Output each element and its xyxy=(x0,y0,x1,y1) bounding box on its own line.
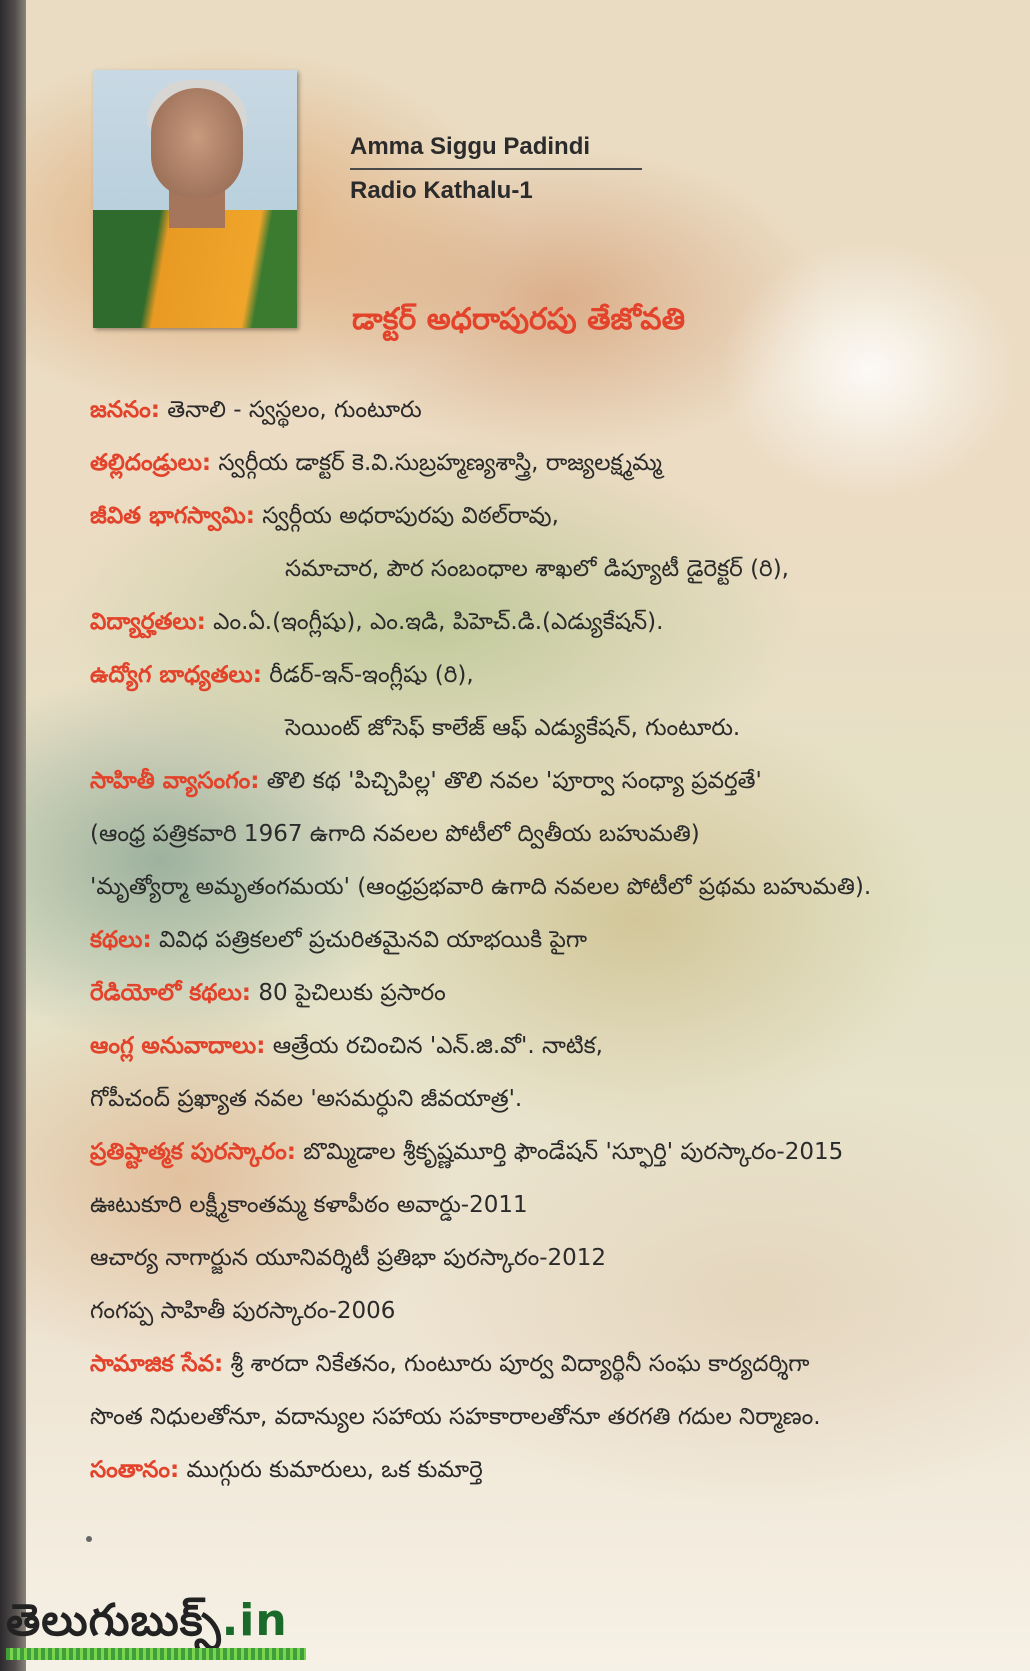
bio-line: సెయింట్ జోసెఫ్ కాలేజ్ ఆఫ్ ఎడ్యుకేషన్, గుంటూరు. xyxy=(285,715,741,741)
bio-line: జీవిత భాగస్వామి: స్వర్గీయ అధరాపురపు విఠల్‌రావు, xyxy=(90,503,559,529)
bio-line: 'మృత్యోర్మా అమృతంగమయ' (ఆంధ్రప్రభవారి ఉగాది నవలల పోటీలో ప్రథమ బహుమతి). xyxy=(90,874,872,900)
bio-line: గంగప్ప సాహితీ పురస్కారం-2006 xyxy=(90,1298,396,1324)
logo-tld: .in xyxy=(221,1595,288,1646)
bio-line: రేడియోలో కథలు: 80 పైచిలుకు ప్రసారం xyxy=(90,980,446,1006)
bio-line: సమాచార, పౌర సంబంధాల శాఖలో డిప్యూటీ డైరెక్టర్ (రి), xyxy=(285,556,789,582)
bio-line: జననం: తెనాలి - స్వస్థలం, గుంటూరు xyxy=(90,397,422,423)
bio-line: సాహితీ వ్యాసంగం: తొలి కథ 'పిచ్చిపిల్ల' తొలి నవల 'పూర్వా సంధ్యా ప్రవర్తతే' xyxy=(90,768,762,794)
bio-line: తల్లిదండ్రులు: స్వర్గీయ డాక్టర్ కె.వి.సుబ్రహ్మణ్యశాస్త్రి, రాజ్యలక్ష్మమ్మ xyxy=(90,450,662,476)
bio-line: ఉద్యోగ బాధ్యతలు: రీడర్-ఇన్-ఇంగ్లీషు (రి), xyxy=(90,662,474,688)
author-photo xyxy=(93,70,297,328)
bio-line: సంతానం: ముగ్గురు కుమారులు, ఒక కుమార్తె xyxy=(90,1457,483,1483)
book-title-block xyxy=(350,132,642,212)
bio-line: ఊటుకూరి లక్ష్మీకాంతమ్మ కళాపీఠం అవార్డు-2011 xyxy=(90,1192,528,1218)
bio-line: ప్రతిష్టాత్మక పురస్కారం: బొమ్మిడాల శ్రీకృష్ణమూర్తి ఫౌండేషన్ 'స్ఫూర్తి' పురస్కారం-2015 xyxy=(90,1139,844,1165)
bio-line: సొంత నిధులతోనూ, వదాన్యుల సహాయ సహకారాలతోనూ తరగతి గదుల నిర్మాణం. xyxy=(90,1404,821,1430)
logo-text: తెలుగుబుక్స్ xyxy=(6,1595,222,1646)
bio-line: ఆచార్య నాగార్జున యూనివర్శిటీ ప్రతిభా పురస్కారం-2012 xyxy=(90,1245,607,1271)
bio-line: విద్యార్హతలు: ఎం.ఏ.(ఇంగ్లీషు), ఎం.ఇడి, పిహెచ్.డి.(ఎడ్యుకేషన్). xyxy=(90,609,664,635)
book-title: Amma Siggu Padindi xyxy=(350,132,642,170)
bio-line: గోపీచంద్ ప్రఖ్యాత నవల 'అసమర్ధుని జీవయాత్ర'. xyxy=(90,1086,523,1112)
bio-line: కథలు: వివిధ పత్రికలలో ప్రచురితమైనవి యాభయికి పైగా xyxy=(90,927,588,953)
binding-edge xyxy=(0,0,26,1671)
bio-line: ఆంగ్ల అనువాదాలు: ఆత్రేయ రచించిన 'ఎన్.జి.వో'. నాటిక, xyxy=(90,1033,603,1059)
bio-line: (ఆంధ్ర పత్రికవారి 1967 ఉగాది నవలల పోటీలో ద్వితీయ బహుమతి) xyxy=(90,821,700,847)
author-bio xyxy=(90,392,990,1505)
author-name: డాక్టర్ అధరాపురపు తేజోవతి xyxy=(352,302,686,337)
book-subtitle: Radio Kathalu-1 xyxy=(350,177,533,204)
logo-grass-decoration xyxy=(6,1648,306,1660)
bio-line: సామాజిక సేవ: శ్రీ శారదా నికేతనం, గుంటూరు పూర్వ విద్యార్థినీ సంఘ కార్యదర్శిగా xyxy=(90,1351,810,1377)
speck xyxy=(86,1536,92,1542)
